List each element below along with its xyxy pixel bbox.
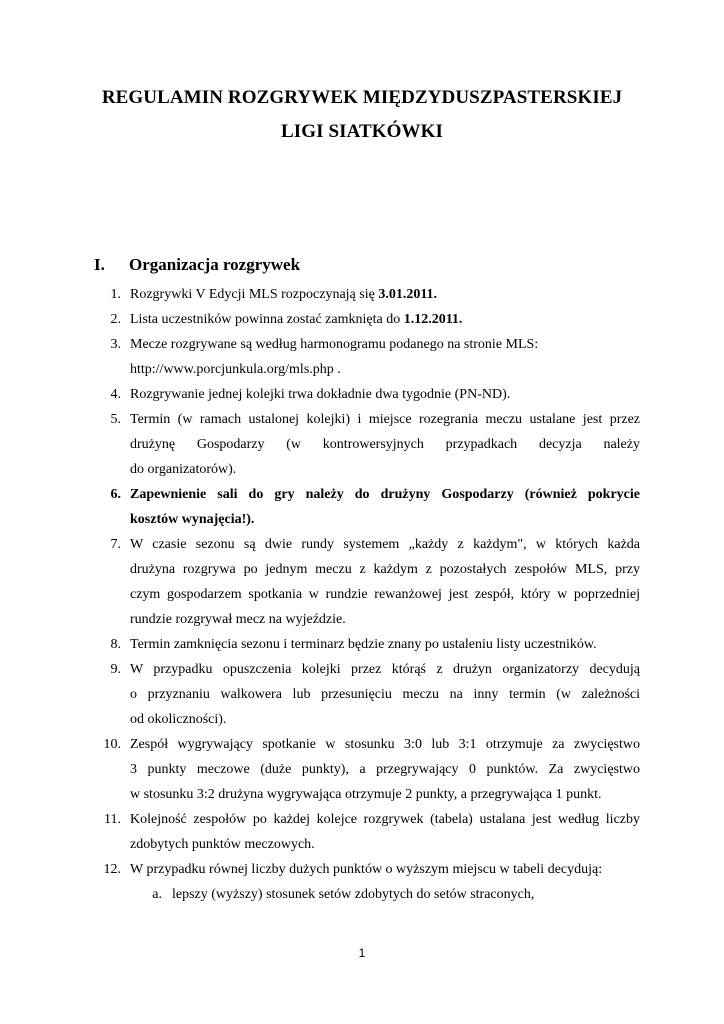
list-item-line bbox=[130, 582, 640, 607]
list-item-text: czym gospodarzem spotkania w rundzie rewanżowej jest zespół, który w poprzedniej bbox=[130, 587, 640, 602]
list-item-date: 1.12.2011. bbox=[403, 312, 463, 327]
list-item-text: W przypadku opuszczenia kolejki przez którąś z drużyn organizatorzy decydują bbox=[130, 662, 640, 677]
list-item-line bbox=[130, 657, 640, 682]
list-item-line bbox=[130, 632, 640, 657]
document-title-line-1: REGULAMIN ROZGRYWEK MIĘDZYDUSZPASTERSKIEJ bbox=[101, 87, 623, 108]
list-item-line bbox=[130, 482, 640, 507]
list-item-text: do organizatorów). bbox=[130, 462, 237, 477]
list-item-line bbox=[130, 857, 640, 882]
list-item-text: Rozgrywki V Edycji MLS rozpoczynają się bbox=[130, 287, 379, 302]
list-item-line bbox=[130, 357, 640, 382]
list-item-text: Lista uczestników powinna zostać zamknięta do bbox=[130, 312, 404, 327]
section-title: Organizacja rozgrywek bbox=[129, 255, 301, 274]
list-item bbox=[0, 282, 724, 307]
list-item-line bbox=[130, 682, 640, 707]
sub-list-item bbox=[0, 882, 724, 907]
list-item-text: Mecze rozgrywane są według harmonogramu podanego na stronie MLS: bbox=[130, 337, 539, 352]
list-item bbox=[0, 657, 724, 732]
list-item-number: 11. bbox=[104, 812, 121, 827]
list-item-number: 1. bbox=[110, 287, 121, 302]
rules-list bbox=[0, 282, 724, 907]
list-item-line bbox=[130, 832, 640, 857]
list-item bbox=[0, 532, 724, 632]
list-item bbox=[0, 307, 724, 332]
list-item-line bbox=[130, 407, 640, 432]
list-item-number: 9. bbox=[110, 662, 121, 677]
list-item-text: drużynę Gospodarzy (w kontrowersyjnych przypadkach decyzja należy bbox=[130, 437, 640, 452]
list-item-text: W czasie sezonu są dwie rundy systemem „każdy z każdym", w których każda bbox=[130, 537, 640, 552]
list-item-line bbox=[130, 707, 640, 732]
list-item-line bbox=[130, 332, 640, 357]
list-item-line bbox=[130, 732, 640, 757]
list-item-text: w stosunku 3:2 drużyna wygrywająca otrzymuje 2 punkty, a przegrywająca 1 punkt. bbox=[130, 787, 602, 802]
section-number: I. bbox=[94, 255, 105, 274]
sub-list-item-text: lepszy (wyższy) stosunek setów zdobytych do setów straconych, bbox=[172, 887, 535, 902]
list-item-text: o przyznaniu walkowera lub przesunięciu meczu na inny termin (w zależności bbox=[130, 687, 640, 702]
list-item-text: http://www.porcjunkula.org/mls.php . bbox=[130, 362, 341, 377]
list-item-line bbox=[130, 507, 640, 532]
list-item bbox=[0, 482, 724, 532]
page-number: 1 bbox=[358, 946, 366, 960]
list-item-text: Termin zamknięcia sezonu i terminarz będzie znany po ustaleniu listy uczestników. bbox=[130, 637, 597, 652]
section-heading bbox=[94, 255, 300, 275]
list-item-line bbox=[130, 382, 640, 407]
list-item-number: 5. bbox=[110, 412, 121, 427]
sub-list-item-letter: a. bbox=[152, 887, 162, 902]
list-item-line bbox=[130, 782, 640, 807]
list-item-number: 8. bbox=[110, 637, 121, 652]
list-item-line bbox=[130, 557, 640, 582]
list-item-line bbox=[130, 457, 640, 482]
list-item-line bbox=[130, 807, 640, 832]
list-item-text: od okoliczności). bbox=[130, 712, 227, 727]
list-item-line bbox=[130, 607, 640, 632]
list-item-number: 4. bbox=[110, 387, 121, 402]
list-item-line bbox=[130, 432, 640, 457]
list-item-date: 3.01.2011. bbox=[378, 287, 438, 302]
list-item-text: zdobytych punktów meczowych. bbox=[130, 837, 315, 852]
list-item-text: Rozgrywanie jednej kolejki trwa dokładnie dwa tygodnie (PN-ND). bbox=[130, 387, 511, 402]
list-item-text: W przypadku równej liczby dużych punktów o wyższym miejscu w tabeli decydują: bbox=[130, 862, 603, 877]
list-item bbox=[0, 382, 724, 407]
list-item-text: drużyna rozgrywa po jednym meczu z każdym z pozostałych zespołów MLS, przy bbox=[130, 562, 640, 577]
list-item-number: 2. bbox=[110, 312, 121, 327]
list-item bbox=[0, 857, 724, 882]
list-item-text: rundzie rozgrywał mecz na wyjeździe. bbox=[130, 612, 346, 627]
list-item bbox=[0, 632, 724, 657]
list-item-line bbox=[130, 307, 640, 332]
list-item-number: 7. bbox=[110, 537, 121, 552]
list-item-text: 3 punkty meczowe (duże punkty), a przegrywający 0 punktów. Za zwycięstwo bbox=[130, 762, 640, 777]
list-item-number: 6. bbox=[110, 487, 121, 502]
list-item-text: Termin (w ramach ustalonej kolejki) i miejsce rozegrania meczu ustalane jest przez bbox=[130, 412, 640, 427]
list-item bbox=[0, 407, 724, 482]
list-item-line bbox=[130, 757, 640, 782]
list-item-text: Zespół wygrywający spotkanie w stosunku 3:0 lub 3:1 otrzymuje za zwycięstwo bbox=[130, 737, 640, 752]
list-item-number: 12. bbox=[103, 862, 121, 877]
list-item bbox=[0, 807, 724, 857]
list-item-line bbox=[130, 532, 640, 557]
list-item bbox=[0, 732, 724, 807]
list-item-number: 10. bbox=[103, 737, 121, 752]
document-title-line-2: LIGI SIATKÓWKI bbox=[280, 121, 444, 142]
list-item-text: kosztów wynajęcia!). bbox=[130, 512, 255, 527]
list-item bbox=[0, 332, 724, 382]
list-item-text: Zapewnienie sali do gry należy do drużyny Gospodarzy (również pokrycie bbox=[130, 487, 640, 502]
list-item-number: 3. bbox=[110, 337, 121, 352]
list-item-text: Kolejność zespołów po każdej kolejce rozgrywek (tabela) ustalana jest według liczby bbox=[130, 812, 640, 827]
list-item-line bbox=[130, 282, 640, 307]
